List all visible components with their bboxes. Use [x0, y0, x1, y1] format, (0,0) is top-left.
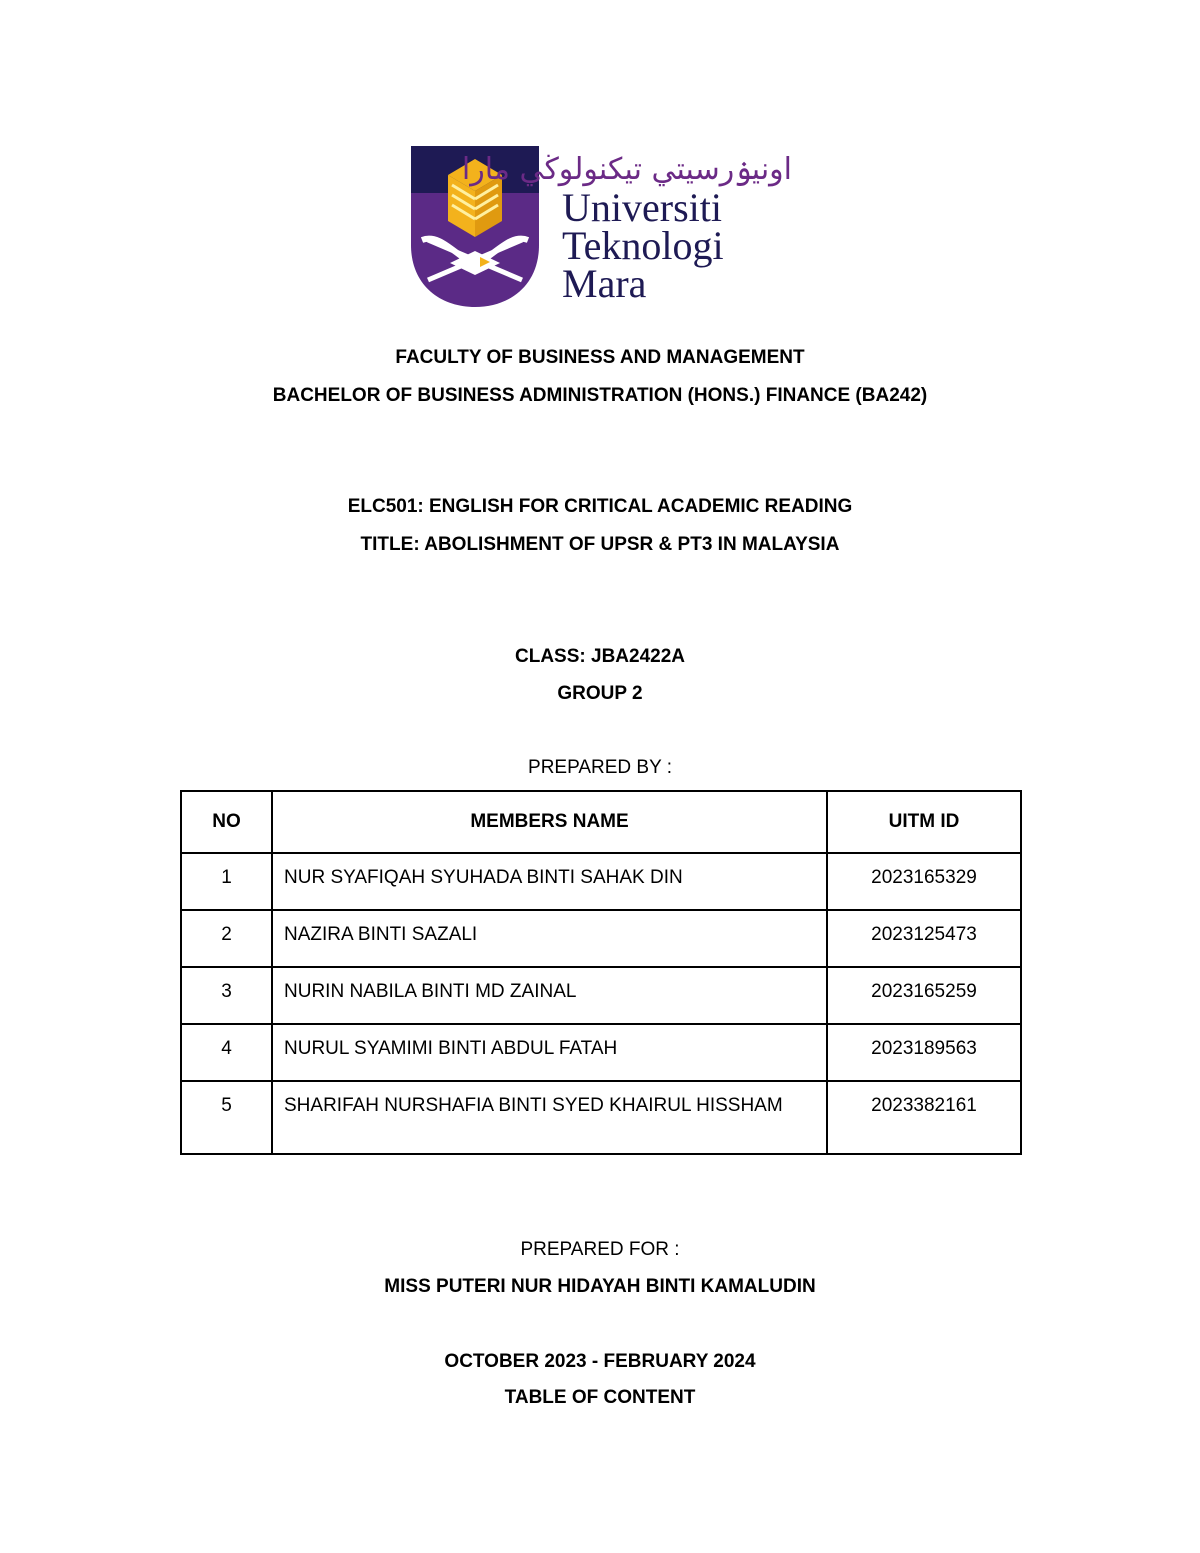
table-row	[181, 853, 1021, 910]
table-of-content-heading: TABLE OF CONTENT	[504, 1387, 696, 1408]
member-id: 2023125473	[827, 910, 1021, 967]
table-row	[181, 910, 1021, 967]
member-name: SHARIFAH NURSHAFIA BINTI SYED KHAIRUL HISSHAM	[272, 1081, 827, 1154]
prepared-by-label: PREPARED BY :	[528, 757, 672, 778]
member-no: 1	[181, 853, 272, 910]
table-row	[181, 1024, 1021, 1081]
table-header-row	[181, 791, 1021, 853]
member-id: 2023189563	[827, 1024, 1021, 1081]
course-heading: ELC501: ENGLISH FOR CRITICAL ACADEMIC READING	[347, 496, 853, 517]
table-row	[181, 967, 1021, 1024]
header-members-name: MEMBERS NAME	[272, 791, 827, 853]
header-no: NO	[181, 791, 272, 853]
members-table	[180, 790, 1022, 1155]
member-name: NURIN NABILA BINTI MD ZAINAL	[272, 967, 827, 1024]
class-label: CLASS: JBA2422A	[515, 646, 685, 667]
group-label: GROUP 2	[557, 683, 643, 704]
session-label: OCTOBER 2023 - FEBRUARY 2024	[444, 1351, 756, 1372]
logo-name-line3: Mara	[562, 261, 647, 306]
member-id: 2023165329	[827, 853, 1021, 910]
member-id: 2023382161	[827, 1081, 1021, 1154]
logo-name-line2: Teknologi	[562, 223, 724, 268]
header-uitm-id: UITM ID	[827, 791, 1021, 853]
member-no: 2	[181, 910, 272, 967]
logo-name-line1: Universiti	[562, 185, 722, 230]
member-no: 4	[181, 1024, 272, 1081]
member-name: NAZIRA BINTI SAZALI	[272, 910, 827, 967]
lecturer-name: MISS PUTERI NUR HIDAYAH BINTI KAMALUDIN	[384, 1276, 816, 1297]
member-name: NURUL SYAMIMI BINTI ABDUL FATAH	[272, 1024, 827, 1081]
member-no: 5	[181, 1081, 272, 1154]
member-id: 2023165259	[827, 967, 1021, 1024]
uitm-logo-graphic	[410, 145, 800, 310]
uitm-logo	[410, 145, 800, 310]
logo-jawi-text: اونيۏرسيتي تيكنولوڬي مارا	[461, 152, 792, 187]
prepared-for-label: PREPARED FOR :	[520, 1239, 680, 1260]
table-row	[181, 1081, 1021, 1154]
member-name: NUR SYAFIQAH SYUHADA BINTI SAHAK DIN	[272, 853, 827, 910]
assignment-title: TITLE: ABOLISHMENT OF UPSR & PT3 IN MALAYSIA	[360, 534, 840, 555]
faculty-heading: FACULTY OF BUSINESS AND MANAGEMENT	[395, 347, 805, 368]
member-no: 3	[181, 967, 272, 1024]
program-heading: BACHELOR OF BUSINESS ADMINISTRATION (HONS.) FINANCE (BA242)	[272, 385, 928, 406]
